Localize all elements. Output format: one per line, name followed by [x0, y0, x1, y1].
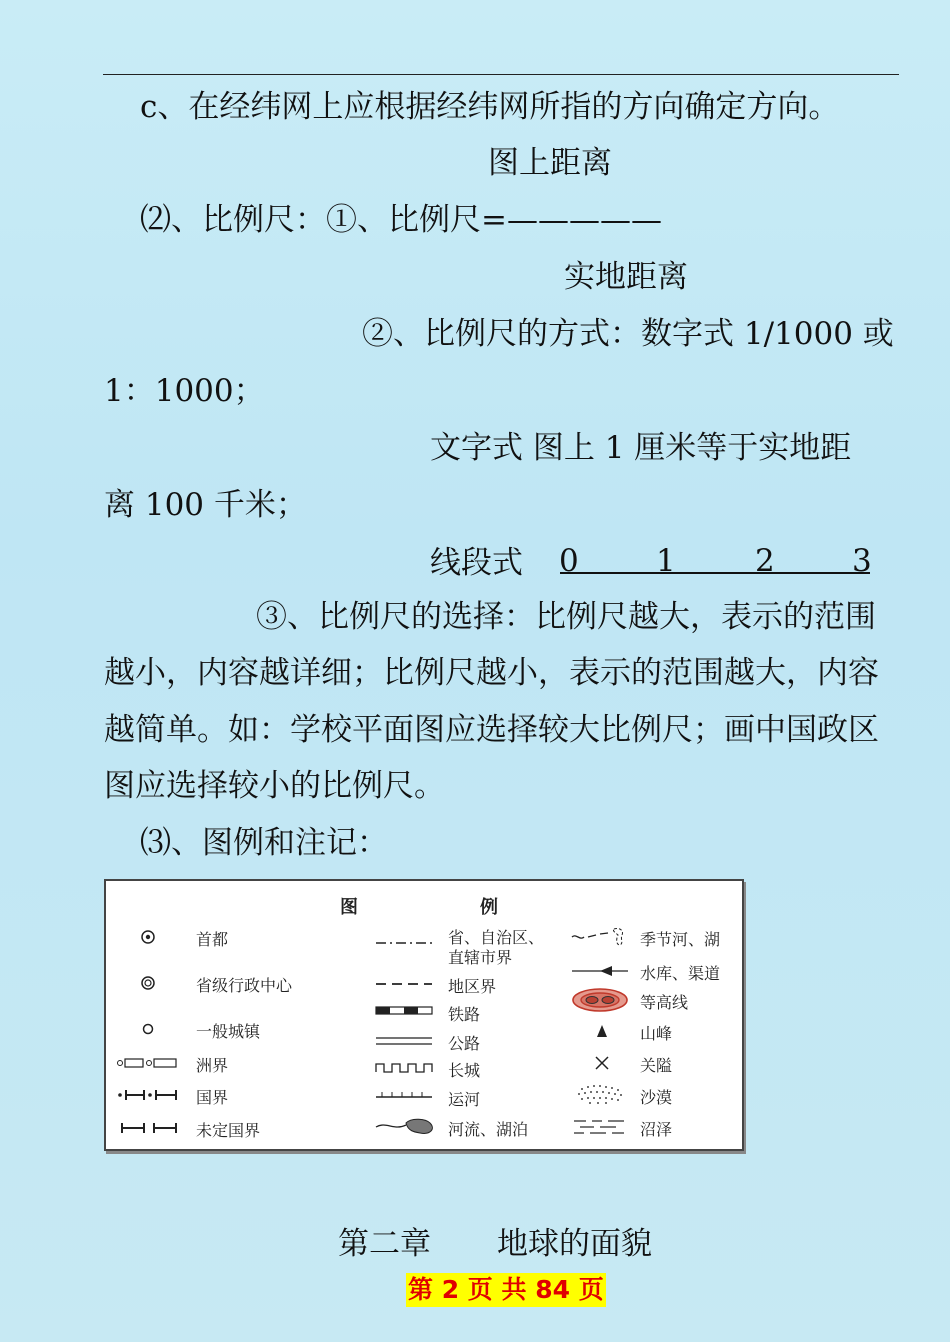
- selection-line2: 越小，内容越详细；比例尺越小，表示的范围越大，内容: [104, 655, 879, 691]
- legend-title-left: 图: [340, 897, 358, 918]
- legend-canal: 运河: [448, 1090, 481, 1109]
- legend-provincial-boundary-a: 省、自治区、: [448, 928, 545, 947]
- text-form-line2: 离 100 千米；: [104, 487, 307, 523]
- national-boundary-icon: [116, 1087, 180, 1103]
- provincial-center-icon: [138, 973, 158, 993]
- scale-numerator: 图上距离: [488, 145, 612, 181]
- swamp-icon: [570, 1117, 630, 1139]
- top-rule: [103, 74, 899, 75]
- text-form-line1: 文字式 图上 1 厘米等于实地距: [430, 430, 852, 466]
- legend-highway: 公路: [448, 1034, 481, 1053]
- legend-railway: 铁路: [448, 1005, 481, 1024]
- scale-tick-1: 1: [656, 543, 676, 579]
- direction-line: c、在经纬网上应根据经纬网所指的方向确定方向。: [140, 89, 840, 125]
- provincial-boundary-icon: [374, 937, 434, 949]
- line-scale-bar: [560, 572, 870, 574]
- mountain-pass-icon: [592, 1053, 612, 1073]
- legend-desert: 沙漠: [640, 1088, 673, 1107]
- legend-mountain-pass: 关隘: [640, 1056, 673, 1075]
- legend-great-wall: 长城: [448, 1061, 481, 1080]
- desert-icon: [574, 1081, 626, 1107]
- legend-town: 一般城镇: [196, 1022, 261, 1041]
- line-form-label: 线段式: [430, 545, 523, 581]
- scale-definition: ⑵、比例尺：①、比例尺=—————: [140, 202, 662, 238]
- mountain-peak-icon: [592, 1022, 612, 1040]
- selection-line1: ③、比例尺的选择：比例尺越大，表示的范围: [256, 599, 876, 635]
- town-icon: [138, 1019, 158, 1039]
- scale-tick-0: 0: [559, 543, 579, 579]
- legend-district-boundary: 地区界: [448, 977, 497, 996]
- page-indicator: 第 2 页 共 84 页: [406, 1273, 606, 1307]
- legend-capital: 首都: [196, 930, 229, 949]
- chapter-number: 第二章: [338, 1226, 431, 1262]
- scale-forms-line1: ②、比例尺的方式：数字式 1/1000 或: [362, 316, 894, 352]
- legend-mountain-peak: 山峰: [640, 1024, 673, 1043]
- scale-tick-2: 2: [755, 543, 775, 579]
- scale-denominator: 实地距离: [564, 259, 688, 295]
- river-lake-icon: [374, 1115, 440, 1137]
- district-boundary-icon: [374, 978, 434, 990]
- chapter-heading: [338, 1218, 652, 1263]
- legend-provincial-boundary-b: 直辖市界: [448, 948, 513, 967]
- legend-reservoir-canal: 水库、渠道: [640, 964, 721, 983]
- legend-river-lake: 河流、湖泊: [448, 1120, 529, 1139]
- legend-seasonal-river: 季节河、湖: [640, 930, 721, 949]
- scale-forms-line2: 1：1000；: [104, 373, 265, 409]
- map-legend-figure: [104, 879, 744, 1151]
- continent-boundary-icon: [116, 1055, 180, 1071]
- legend-title-right: 例: [480, 897, 498, 918]
- selection-line4: 图应选择较小的比例尺。: [104, 768, 445, 804]
- railway-icon: [374, 1005, 434, 1017]
- undetermined-boundary-icon: [120, 1120, 180, 1136]
- seasonal-river-icon: [570, 925, 632, 947]
- legend-undetermined-boundary: 未定国界: [196, 1121, 261, 1140]
- reservoir-canal-icon: [570, 963, 632, 979]
- great-wall-icon: [374, 1060, 434, 1074]
- legend-continent-boundary: 洲界: [196, 1056, 229, 1075]
- scale-tick-3: 3: [852, 543, 872, 579]
- contour-icon: [570, 987, 632, 1013]
- capital-icon: [138, 927, 158, 947]
- legend-contour: 等高线: [640, 993, 689, 1012]
- highway-icon: [374, 1035, 434, 1047]
- chapter-title: 地球的面貌: [497, 1226, 652, 1262]
- legend-swamp: 沼泽: [640, 1120, 673, 1139]
- legend-heading: ⑶、图例和注记：: [140, 825, 388, 861]
- selection-line3: 越简单。如：学校平面图应选择较大比例尺；画中国政区: [104, 712, 879, 748]
- canal-icon: [374, 1089, 434, 1101]
- legend-provincial-center: 省级行政中心: [196, 976, 293, 995]
- legend-national-boundary: 国界: [196, 1088, 229, 1107]
